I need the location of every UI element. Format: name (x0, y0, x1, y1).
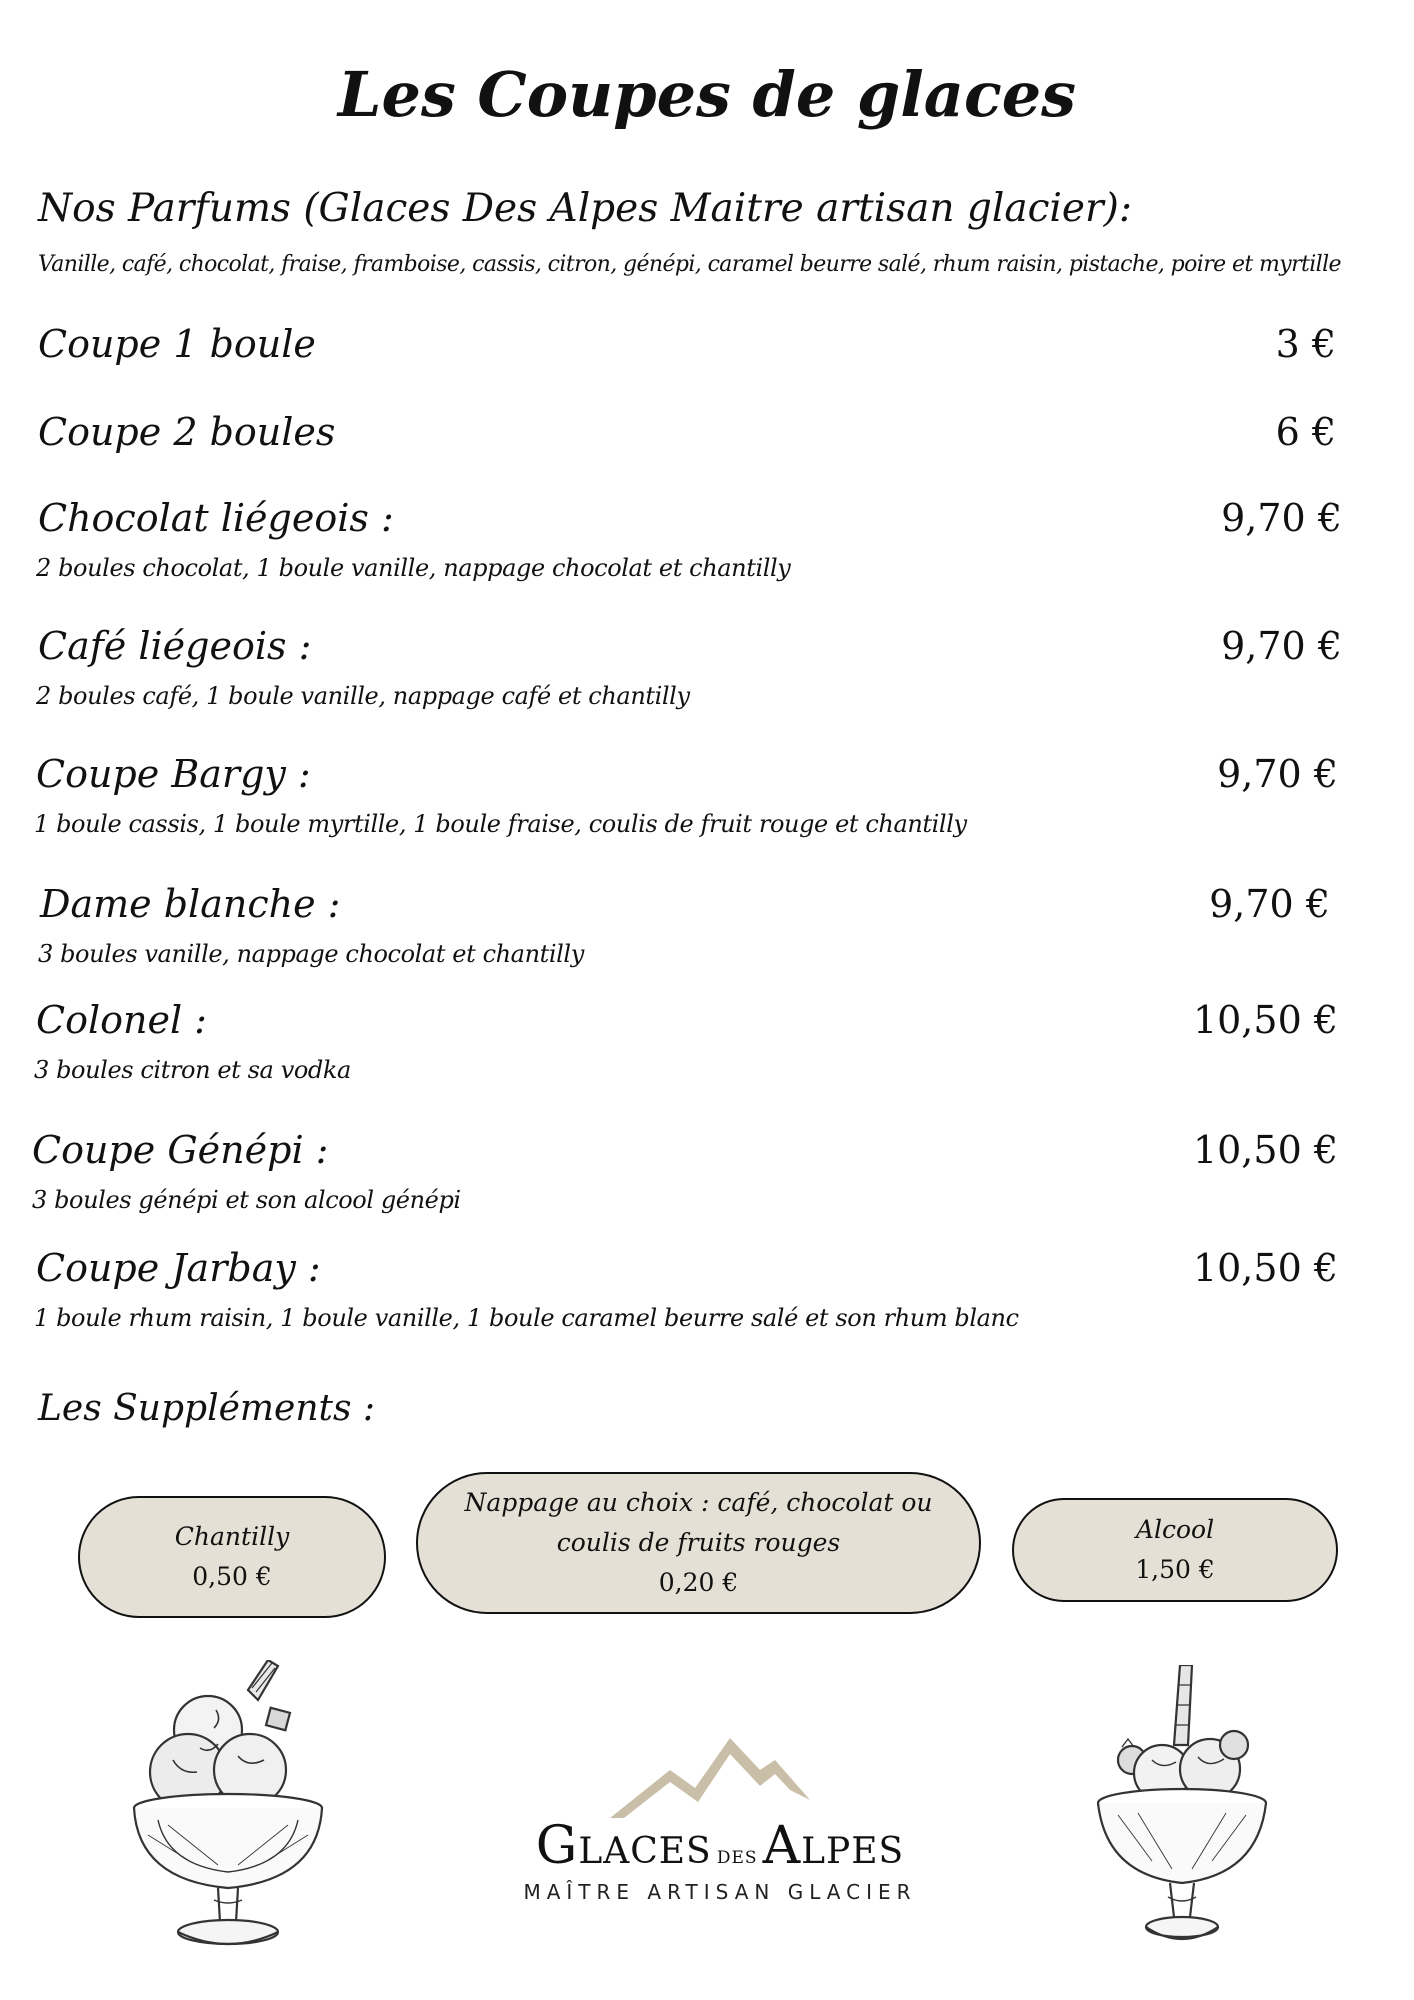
ice-cream-coupe-icon (128, 1660, 328, 1964)
glaces-des-alpes-logo (470, 1730, 950, 1910)
item-price: 9,70 € (1221, 624, 1342, 668)
item-description: 1 boule cassis, 1 boule myrtille, 1 boule fraise, coulis de fruit rouge et chantilly (34, 810, 967, 838)
item-description: 3 boules vanille, nappage chocolat et chantilly (38, 940, 584, 968)
item-name: Coupe 2 boules (38, 410, 336, 454)
supplement-alcool (1012, 1498, 1338, 1602)
logo-tagline: MAÎTRE ARTISAN GLACIER (523, 1880, 917, 1904)
logo-name-part2: des (716, 1841, 758, 1869)
mountains-icon (610, 1730, 810, 1820)
item-price: 10,50 € (1192, 1246, 1338, 1290)
supplement-chantilly (78, 1496, 386, 1618)
item-name: Coupe 1 boule (38, 322, 316, 366)
item-description: 2 boules chocolat, 1 boule vanille, nappage chocolat et chantilly (36, 554, 791, 582)
page-title: Les Coupes de glaces (337, 58, 1077, 131)
item-price: 9,70 € (1221, 496, 1342, 540)
item-name: Café liégeois : (38, 624, 312, 668)
item-name: Coupe Bargy : (36, 752, 311, 796)
item-description: 2 boules café, 1 boule vanille, nappage café et chantilly (36, 682, 690, 710)
item-price: 10,50 € (1192, 998, 1338, 1042)
ice-cream-sundae-icon (1092, 1665, 1272, 1969)
supplement-price: 0,20 € (658, 1568, 739, 1597)
item-name: Chocolat liégeois : (38, 496, 394, 540)
item-name: Colonel : (36, 998, 207, 1042)
item-price: 9,70 € (1209, 882, 1330, 926)
item-price: 6 € (1275, 410, 1336, 454)
logo-name (490, 1816, 950, 1876)
item-description: 1 boule rhum raisin, 1 boule vanille, 1 boule caramel beurre salé et son rhum blanc (34, 1304, 1019, 1332)
item-name: Dame blanche : (40, 882, 341, 926)
item-description: 3 boules citron et sa vodka (34, 1056, 351, 1084)
flavours-list: Vanille, café, chocolat, fraise, framboise, cassis, citron, génépi, caramel beurre salé, rhum raisin, pistache, poire et myrtille (38, 252, 1341, 277)
item-name: Coupe Jarbay : (36, 1246, 321, 1290)
supplement-label: Alcool (1135, 1515, 1215, 1544)
supplement-price: 1,50 € (1135, 1555, 1215, 1584)
item-price: 3 € (1275, 322, 1336, 366)
item-price: 9,70 € (1217, 752, 1338, 796)
item-price: 10,50 € (1192, 1128, 1338, 1172)
supplement-nappage (416, 1472, 981, 1614)
flavours-heading: Nos Parfums (Glaces Des Alpes Maitre artisan glacier): (38, 186, 1132, 231)
supplement-price: 0,50 € (192, 1562, 272, 1591)
item-name: Coupe Génépi : (32, 1128, 329, 1172)
supplements-heading: Les Suppléments : (38, 1388, 376, 1429)
logo-name-part3: Alpes (762, 1816, 905, 1876)
logo-name-part1: Glaces (535, 1816, 712, 1876)
supplement-label: Chantilly (174, 1522, 290, 1551)
item-description: 3 boules génépi et son alcool génépi (32, 1186, 461, 1214)
supplement-label: Nappage au choix : café, chocolat ou coulis de fruits rouges (464, 1488, 933, 1557)
